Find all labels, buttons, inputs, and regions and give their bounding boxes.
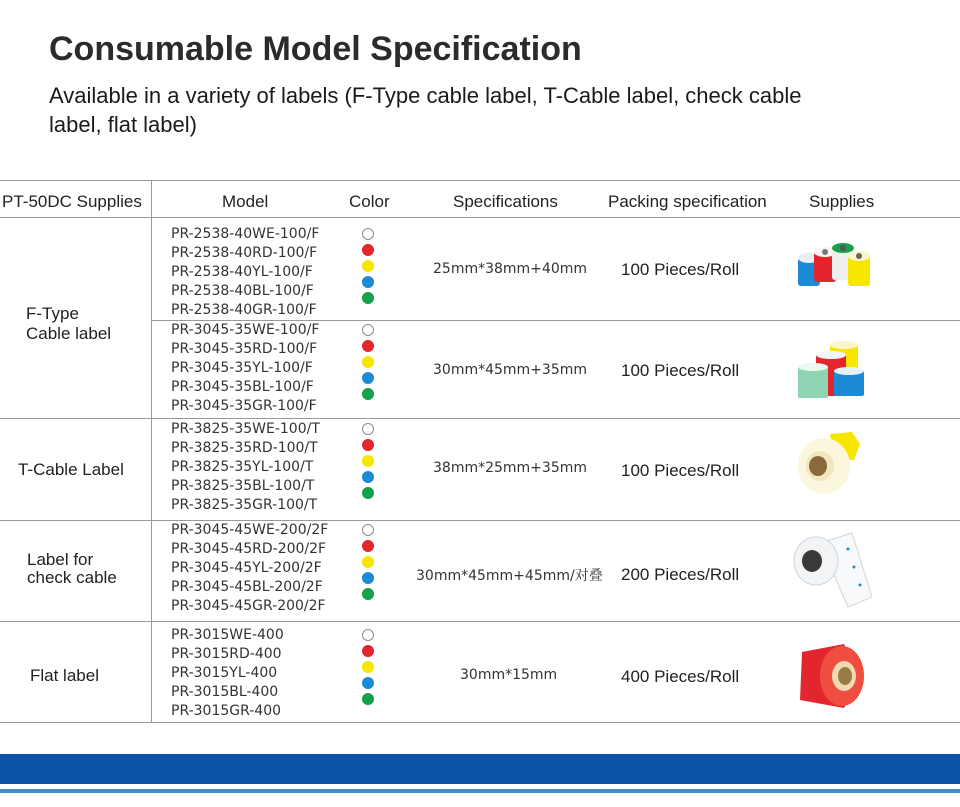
model-code: PR-3015RD-400 [171, 646, 282, 662]
model-code: PR-3825-35WE-100/T [171, 421, 320, 437]
color-swatch-green [362, 487, 374, 499]
model-code: PR-3045-35BL-100/F [171, 379, 314, 395]
color-swatch-yellow [362, 356, 374, 368]
model-code: PR-2538-40WE-100/F [171, 226, 320, 242]
color-swatch-green [362, 588, 374, 600]
model-code: PR-3045-35WE-100/F [171, 322, 320, 338]
color-swatches [362, 521, 374, 604]
spec-value: 30mm*45mm+35mm [433, 362, 587, 378]
spec-value: 38mm*25mm+35mm [433, 460, 587, 476]
model-code: PR-3045-45GR-200/2F [171, 598, 326, 614]
color-swatch-blue [362, 471, 374, 483]
model-code: PR-2538-40RD-100/F [171, 245, 318, 261]
color-swatches [362, 626, 374, 709]
page-title: Consumable Model Specification [49, 30, 582, 68]
t-cable-label-roll-image [790, 430, 870, 502]
model-code: PR-3825-35YL-100/T [171, 459, 314, 475]
model-code: PR-3015WE-400 [171, 627, 284, 643]
color-swatch-blue [362, 276, 374, 288]
color-swatch-red [362, 244, 374, 256]
color-swatch-yellow [362, 455, 374, 467]
model-code: PR-3045-35YL-100/F [171, 360, 313, 376]
color-swatches [362, 225, 374, 308]
spec-table [0, 180, 960, 725]
model-list [171, 321, 319, 416]
model-list [171, 626, 284, 721]
color-swatch-green [362, 388, 374, 400]
footer-stripe [0, 789, 960, 793]
model-code: PR-3825-35GR-100/T [171, 497, 318, 513]
color-swatch-yellow [362, 260, 374, 272]
packing-value: 100 Pieces/Roll [621, 461, 740, 480]
footer-band [0, 754, 960, 784]
color-swatch-white [362, 423, 374, 435]
table-top-border [0, 180, 960, 181]
model-code: PR-3015YL-400 [171, 665, 278, 681]
color-swatch-red [362, 540, 374, 552]
color-swatch-red [362, 340, 374, 352]
group-label-f-type: F-Type Cable label [26, 304, 112, 343]
row-divider [0, 621, 960, 622]
model-code: PR-3045-35GR-100/F [171, 398, 317, 414]
model-code: PR-3045-45YL-200/2F [171, 560, 322, 576]
spec-value: 30mm*15mm [460, 667, 558, 683]
color-swatch-red [362, 645, 374, 657]
model-code: PR-2538-40GR-100/F [171, 302, 317, 318]
header-supplies-group: PT-50DC Supplies [2, 192, 142, 211]
color-swatch-white [362, 629, 374, 641]
header-color: Color [349, 192, 390, 211]
header-specifications: Specifications [453, 192, 558, 211]
color-swatch-white [362, 228, 374, 240]
spec-value: 30mm*45mm+45mm/对叠 [416, 568, 603, 584]
model-code: PR-3825-35RD-100/T [171, 440, 318, 456]
color-swatch-blue [362, 677, 374, 689]
group-label-check-cable: Label for check cable [27, 550, 117, 587]
f-type-label-roll-image [790, 238, 876, 300]
model-code: PR-2538-40BL-100/F [171, 283, 314, 299]
model-code: PR-3045-45BL-200/2F [171, 579, 323, 595]
row-divider [0, 418, 960, 419]
group-label-flat: Flat label [30, 666, 99, 685]
color-swatches [362, 420, 374, 503]
table-bottom-border [0, 722, 960, 723]
spec-value: 25mm*38mm+40mm [433, 261, 587, 277]
packing-value: 400 Pieces/Roll [621, 667, 740, 686]
color-swatch-white [362, 524, 374, 536]
check-cable-label-roll-image [790, 527, 876, 613]
model-code: PR-3045-45RD-200/2F [171, 541, 327, 557]
model-list [171, 420, 320, 515]
column-divider [151, 180, 152, 723]
color-swatch-yellow [362, 661, 374, 673]
model-code: PR-3045-35RD-100/F [171, 341, 318, 357]
model-code: PR-3015BL-400 [171, 684, 279, 700]
model-code: PR-3825-35BL-100/T [171, 478, 315, 494]
color-swatches [362, 321, 374, 404]
color-swatch-blue [362, 372, 374, 384]
page-subtitle: Available in a variety of labels (F-Type cable label, T-Cable label, check cable label, flat label) [49, 83, 802, 137]
packing-value: 100 Pieces/Roll [621, 260, 740, 279]
header-packing: Packing specification [608, 192, 767, 211]
header-divider [0, 217, 960, 218]
color-swatch-red [362, 439, 374, 451]
packing-value: 100 Pieces/Roll [621, 361, 740, 380]
header-supplies: Supplies [809, 192, 875, 211]
model-code: PR-3015GR-400 [171, 703, 282, 719]
color-swatch-blue [362, 572, 374, 584]
model-list [171, 225, 319, 320]
group-label-t-cable: T-Cable Label [18, 460, 124, 479]
color-swatch-green [362, 292, 374, 304]
model-list [171, 521, 328, 616]
model-code: PR-3045-45WE-200/2F [171, 522, 329, 538]
row-divider [0, 520, 960, 521]
color-swatch-yellow [362, 556, 374, 568]
color-swatch-green [362, 693, 374, 705]
flat-label-roll-image [790, 638, 872, 714]
f-type-large-label-roll-image [790, 340, 870, 402]
model-code: PR-2538-40YL-100/F [171, 264, 313, 280]
packing-value: 200 Pieces/Roll [621, 565, 740, 584]
color-swatch-white [362, 324, 374, 336]
header-model: Model [222, 192, 269, 211]
